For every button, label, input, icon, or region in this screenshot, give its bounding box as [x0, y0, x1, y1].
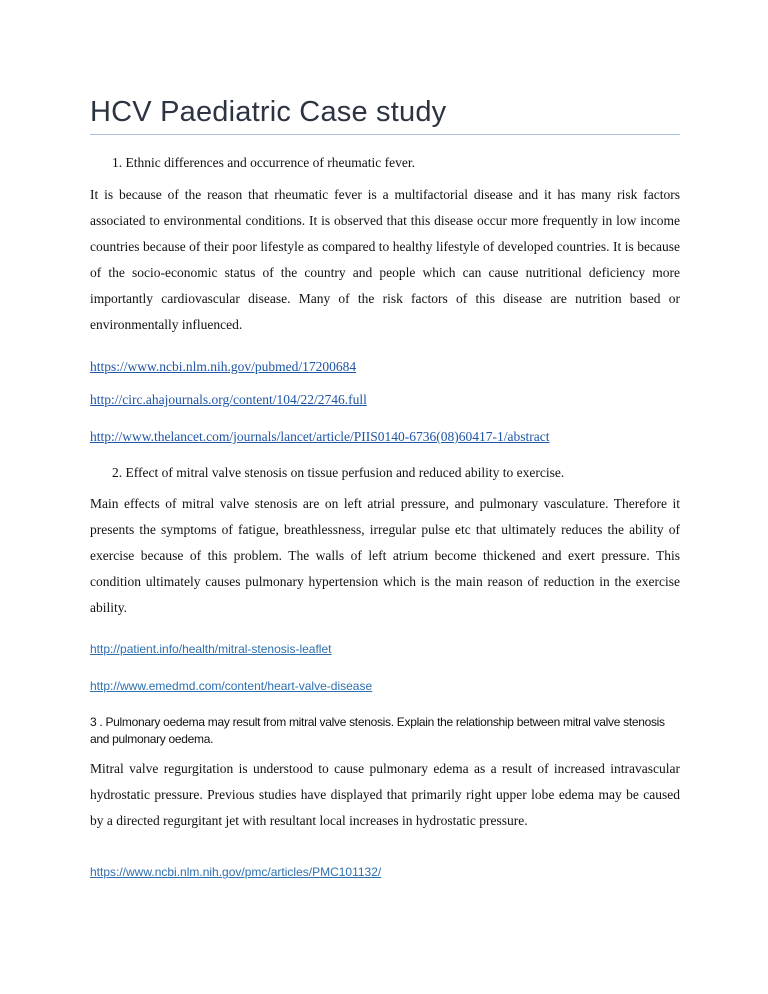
- section1-link-2[interactable]: http://circ.ahajournals.org/content/104/22/2746.full: [90, 392, 367, 407]
- section2-link-2[interactable]: http://www.emedmd.com/content/heart-valve-disease: [90, 679, 373, 693]
- section2-link-1[interactable]: http://patient.info/health/mitral-stenosis-leaflet: [90, 642, 332, 656]
- page-title: HCV Paediatric Case study: [90, 96, 447, 128]
- section1-body: It is because of the reason that rheumatic fever is a multifactorial disease and it has many risk factors associated to environmental conditions. It is observed that this disease occur more frequently in low income countries because of their poor lifestyle as compared to healthy lifestyle of developed countries. It is because of the socio-economic status of the country and people which can cause nutritional deficiency more importantly cardiovascular disease. Many of the risk factors of this disease are nutrition based or environmentally influenced.: [90, 187, 680, 332]
- section2-heading: 2. Effect of mitral valve stenosis on tissue perfusion and reduced ability to exercise.: [112, 465, 565, 480]
- section1-link-1[interactable]: https://www.ncbi.nlm.nih.gov/pubmed/17200684: [90, 359, 357, 374]
- section1-heading: 1. Ethnic differences and occurrence of rheumatic fever.: [112, 155, 415, 170]
- section3-heading: 3 . Pulmonary oedema may result from mitral valve stenosis. Explain the relationship between mitral valve stenosis and pulmonary oedema.: [90, 715, 665, 746]
- section2-body: Main effects of mitral valve stenosis are on left atrial pressure, and pulmonary vasculature. Therefore it presents the symptoms of fatigue, breathlessness, irregular pulse etc that ultimately reduces the ability of exercise because of this problem. The walls of left atrium become thickened and exert pressure. This condition ultimately causes pulmonary hypertension which is the main reason of reduction in the exercise ability.: [90, 496, 680, 615]
- title-divider: [90, 134, 680, 135]
- section3-link-1[interactable]: https://www.ncbi.nlm.nih.gov/pmc/articles/PMC101132/: [90, 865, 382, 879]
- section1-link-3[interactable]: http://www.thelancet.com/journals/lancet/article/PIIS0140-6736(08)60417-1/abstract: [90, 429, 550, 444]
- section3-body: Mitral valve regurgitation is understood to cause pulmonary edema as a result of increased intravascular hydrostatic pressure. Previous studies have displayed that primarily right upper lobe edema may be caused by a directed regurgitant jet with resultant local increases in hydrostatic pressure.: [90, 761, 680, 828]
